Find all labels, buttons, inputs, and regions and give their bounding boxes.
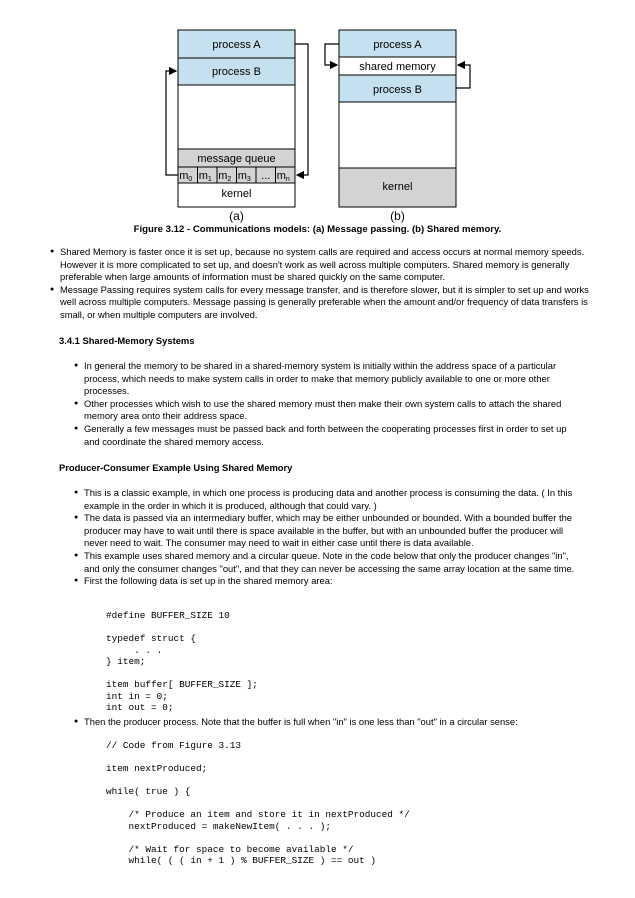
code-block-shared-data: #define BUFFER_SIZE 10 typedef struct { . . . } item; item buffer[ BUFFER_SIZE ]; int in = 0; int out = 0; xyxy=(106,610,258,713)
arrow-process-a-to-queue xyxy=(295,44,308,175)
queue-cell-label: m3 xyxy=(237,170,251,183)
arrow-process-a-to-shared xyxy=(325,44,339,65)
box-a-process-b-label: process B xyxy=(212,66,261,78)
list-item: ● This is a classic example, in which one process is producing data and another process is consuming the data. ( In this example in the order in which it is produced, although that could vary. ) xyxy=(74,487,584,512)
shared-memory-bullet-list xyxy=(74,360,584,448)
box-a-kernel-label: kernel xyxy=(221,188,252,200)
producer-consumer-bullet-list xyxy=(74,487,584,588)
list-item: ● Other processes which wish to use the shared memory must then make their own system calls to attach the shared memory area onto their address space. xyxy=(74,398,584,423)
section-heading-shared-memory-systems: 3.4.1 Shared-Memory Systems xyxy=(59,335,195,346)
list-item: ● Generally a few messages must be passed back and forth between the cooperating processes first in order to set up and coordinate the shared memory access. xyxy=(74,423,584,448)
list-item: ● In general the memory to be shared in a shared-memory system is initially within the address space of a particular process, which needs to make system calls in order to make that memory publicly available to one or more other processes. xyxy=(74,360,584,398)
arrow-process-b-to-shared xyxy=(456,65,470,88)
queue-cell-label: ... xyxy=(261,170,271,182)
box-b-process-a-label: process A xyxy=(373,39,422,51)
diagram-b-shared-memory xyxy=(325,30,470,223)
list-item: ● Message Passing requires system calls for every message transfer, and is therefore slower, but it is simpler to set up and works well across multiple computers. Message passing is generally preferable when the amount and/or frequency of data transfers is small, or when multiple computers are involved. xyxy=(50,284,605,322)
box-b-kernel-label: kernel xyxy=(382,181,413,193)
arrow-queue-to-process-b xyxy=(166,71,178,175)
producer-process-bullet-list xyxy=(74,716,584,729)
queue-cell-label: m1 xyxy=(198,170,212,183)
list-item: ● The data is passed via an intermediary buffer, which may be either unbounded or bounded. With a bounded buffer the producer may have to wait until there is space available in the buffer, but with an unbounded buffer the producer will never need to wait. The consumer may need to wait in either case until there is data available. xyxy=(74,512,584,550)
box-b-process-b-label: process B xyxy=(373,84,422,96)
code-block-producer: // Code from Figure 3.13 item nextProduced; while( true ) { /* Produce an item and store it in nextProduced */ nextProduced = makeNewItem( . . . ); /* Wait for space to become available */ while( ( ( in + 1 ) % BUFFER_SIZE ) == out ) xyxy=(106,740,410,866)
intro-bullet-list xyxy=(50,246,605,322)
queue-cell-label: m0 xyxy=(179,170,193,183)
box-a-process-a-label: process A xyxy=(212,39,261,51)
section-heading-producer-consumer: Producer-Consumer Example Using Shared Memory xyxy=(59,462,293,473)
list-item: ● Shared Memory is faster once it is set up, because no system calls are required and access occurs at normal memory speeds. However it is more complicated to set up, and doesn't work as well across multiple computers. Shared memory is generally preferable when large amounts of information must be shared quickly on the same computer. xyxy=(50,246,605,284)
diagram-a-label: (a) xyxy=(229,209,244,223)
box-b-shared-memory-label: shared memory xyxy=(359,61,436,73)
queue-cell-label: m2 xyxy=(218,170,232,183)
diagram-a-message-passing xyxy=(166,30,308,223)
list-item: ● Then the producer process. Note that the buffer is full when "in" is one less than "out" in a circular sense: xyxy=(74,716,584,729)
list-item: ● First the following data is set up in the shared memory area: xyxy=(74,575,584,588)
box-a-message-queue-label: message queue xyxy=(197,153,276,165)
diagram-b-label: (b) xyxy=(390,209,405,223)
figure-caption: Figure 3.12 - Communications models: (a) Message passing. (b) Shared memory. xyxy=(133,224,502,235)
queue-cell-label: mn xyxy=(276,170,290,183)
list-item: ● This example uses shared memory and a circular queue. Note in the code below that only the producer changes "in", and only the consumer changes "out", and that they can never be accessing the same array location at the same time. xyxy=(74,550,584,575)
communications-models-figure xyxy=(0,0,635,240)
